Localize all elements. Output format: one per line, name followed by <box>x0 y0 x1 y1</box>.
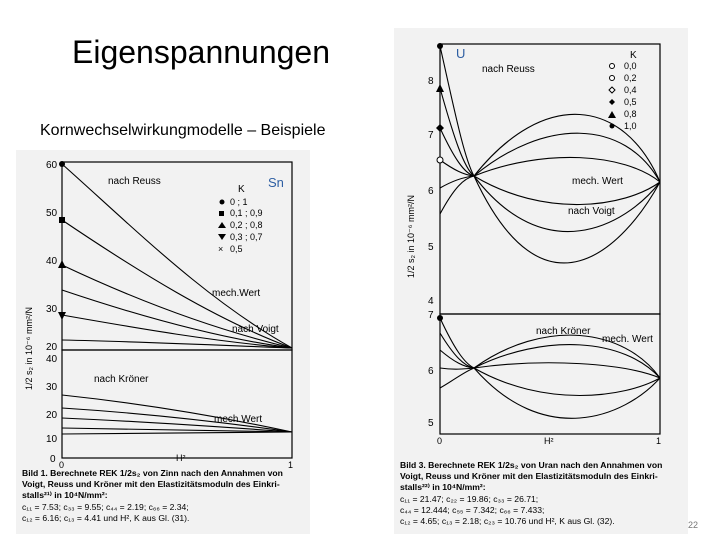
label-kroner: nach Kröner <box>536 326 591 337</box>
legend-item: 0,0 <box>624 61 637 71</box>
y-tick: 6 <box>428 186 434 197</box>
legend-item: 0,5 <box>230 244 243 254</box>
material-label: U <box>456 46 466 61</box>
y-tick: 30 <box>46 382 58 393</box>
y-tick: 5 <box>428 418 434 429</box>
material-label: Sn <box>268 175 284 190</box>
y-tick: 5 <box>428 242 434 253</box>
legend-marker <box>219 211 224 216</box>
label-wert-bottom: mech. Wert <box>602 334 653 345</box>
caption-line: c₁₁ = 7.53; c₃₃ = 9.55; c₄₄ = 2.19; c₆₆ = 2.34; <box>22 501 189 512</box>
curves-top <box>62 164 292 348</box>
caption-line: c₁₂ = 6.16; c₁₃ = 4.41 und H², K aus Gl. (31). <box>22 512 190 523</box>
y-tick: 7 <box>428 310 434 321</box>
page-number: 22 <box>687 520 698 530</box>
figure-zinn <box>16 150 310 534</box>
caption-line: Bild 3. Berechnete REK 1/2s₂ von Uran nach den Annahmen von <box>400 460 663 470</box>
y-tick: 6 <box>428 366 434 377</box>
x-axis-label: H² <box>544 436 554 446</box>
legend-marker <box>218 222 226 228</box>
slide-title: Eigenspannungen <box>72 34 331 70</box>
y-tick: 20 <box>46 410 58 421</box>
caption-line: Voigt, Reuss und Kröner mit den Elastizitätsmoduln des Einkri- <box>22 479 280 490</box>
y-axis-label: 1/2 s₂ in 10⁻⁶ mm²/N <box>24 307 34 390</box>
plot-frame-bottom <box>62 350 292 458</box>
curve-k4 <box>440 133 660 188</box>
slide-subtitle: Kornwechselwirkungmodelle – Beispiele <box>40 122 326 139</box>
marker-triangle <box>436 84 444 92</box>
caption-line: Bild 1. Berechnete REK 1/2s₂ von Zinn nach den Annahmen von <box>22 468 283 478</box>
caption-zinn <box>22 468 306 524</box>
legend-marker <box>220 200 225 205</box>
curve-k3 <box>440 157 660 182</box>
marker-square <box>59 217 65 223</box>
label-kroner: nach Kröner <box>94 374 149 385</box>
label-wert-bottom: mech.Wert <box>214 414 263 425</box>
label-wert-top: mech. Wert <box>572 176 623 187</box>
legend-marker: × <box>218 244 224 254</box>
legend-marker <box>609 87 615 93</box>
y-tick: 50 <box>46 208 58 219</box>
legend-marker <box>610 124 615 129</box>
marker-open-circle <box>437 157 443 163</box>
label-reuss: nach Reuss <box>108 176 161 187</box>
curve-k2 <box>440 128 660 205</box>
curve-voigt <box>62 340 292 348</box>
caption-line: Voigt, Reuss und Kröner mit den Elastizitätsmoduln des Einkri- <box>400 471 658 482</box>
label-voigt: nach Voigt <box>232 324 279 335</box>
y-tick: 20 <box>46 342 58 353</box>
curve-kroner-3 <box>440 350 660 378</box>
x-tick: 0 <box>59 460 65 470</box>
caption-line: c₁₂ = 4.65; c₁₃ = 2.18; c₂₃ = 10.76 und H², K aus Gl. (32). <box>400 516 615 527</box>
marker-circle <box>437 43 443 49</box>
legend-header: K <box>238 184 245 195</box>
y-tick: 10 <box>46 434 58 445</box>
curve-kroner-5 <box>62 432 292 434</box>
caption-uran <box>400 460 684 527</box>
curve-reuss <box>62 164 292 348</box>
legend-marker <box>610 64 615 69</box>
y-tick: 7 <box>428 130 434 141</box>
x-tick: 0 <box>437 436 443 446</box>
legend-marker <box>610 76 615 81</box>
y-tick: 40 <box>46 354 58 365</box>
marker-circle <box>437 315 443 321</box>
figure-uran <box>394 28 688 534</box>
y-tick: 30 <box>46 304 58 315</box>
legend-item: 0,3 ; 0,7 <box>230 232 263 242</box>
legend-item: 0,5 <box>624 97 637 107</box>
caption-line: c₁₁ = 21.47; c₂₂ = 19.86; c₃₃ = 26.71; <box>400 493 539 504</box>
x-axis-label: H² <box>176 453 186 463</box>
y-tick: 8 <box>428 76 434 87</box>
legend-item: 1,0 <box>624 121 637 131</box>
y-tick: 4 <box>428 296 434 307</box>
legend-item: 0,4 <box>624 85 637 95</box>
label-reuss: nach Reuss <box>482 64 535 75</box>
legend-marker <box>609 99 615 105</box>
marker-triangle <box>58 260 66 268</box>
marker-circle <box>59 161 65 167</box>
legend-marker <box>608 111 616 118</box>
marker-diamond <box>436 124 444 132</box>
legend-item: 0,1 ; 0,9 <box>230 208 263 218</box>
curve-k2 <box>62 265 292 348</box>
figure-uran-plot <box>394 28 688 534</box>
plot-frame-top <box>62 162 292 350</box>
legend-item: 0,8 <box>624 109 637 119</box>
label-wert-top: mech.Wert <box>212 288 261 299</box>
legend-header: K <box>630 50 637 61</box>
y-tick: 40 <box>46 256 58 267</box>
caption-line: stalls²²⁾ in 10⁴N/mm²: <box>400 482 486 493</box>
legend-item: 0,2 ; 0,8 <box>230 220 263 230</box>
y-tick: 0 <box>50 454 56 465</box>
y-axis-label: 1/2 s₂ in 10⁻⁶ mm²/N <box>406 195 416 278</box>
y-tick: 60 <box>46 160 58 171</box>
caption-line: c₄₄ = 12.444; c₅₅ = 7.342; c₆₆ = 7.433; <box>400 504 545 515</box>
legend-marker <box>218 234 226 240</box>
x-tick: 1 <box>656 436 662 446</box>
legend-item: 0 ; 1 <box>230 197 248 207</box>
caption-line: stalls²¹⁾ in 10⁴N/mm²: <box>22 490 108 501</box>
x-tick: 1 <box>288 460 294 470</box>
label-voigt: nach Voigt <box>568 206 615 217</box>
legend-item: 0,2 <box>624 73 637 83</box>
